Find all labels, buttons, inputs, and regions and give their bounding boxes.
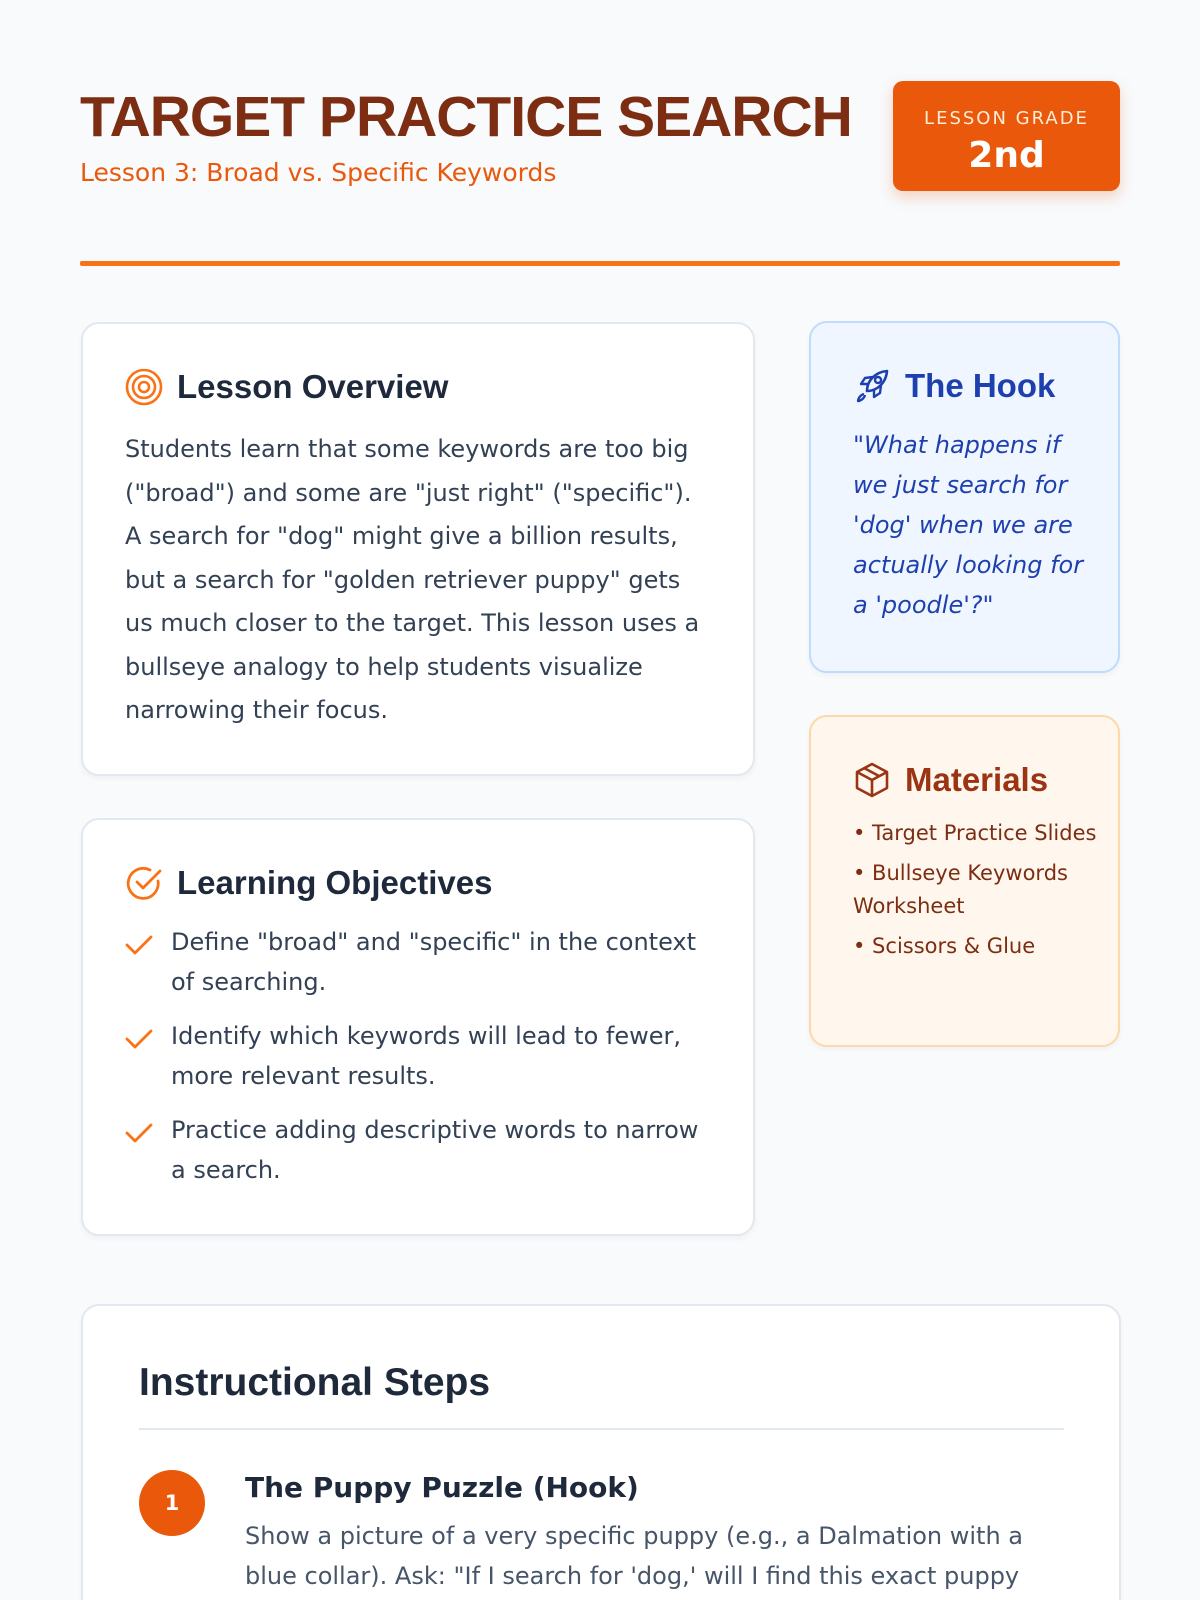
- check-icon: [125, 1110, 171, 1148]
- page-title: TARGET PRACTICE SEARCH: [80, 85, 852, 149]
- lesson-overview-heading: Lesson Overview: [177, 368, 449, 405]
- target-icon: [125, 368, 163, 406]
- hook-heading: The Hook: [905, 367, 1056, 404]
- lesson-overview-card: [81, 322, 755, 776]
- material-item: • Bullseye Keywords Worksheet: [853, 861, 1068, 918]
- check-circle-icon: [125, 864, 163, 902]
- objective-text: Practice adding descriptive words to narrow a search.: [171, 1116, 699, 1184]
- materials-heading: Materials: [905, 761, 1049, 798]
- page-subtitle: Lesson 3: Broad vs. Specific Keywords: [80, 158, 557, 187]
- hook-quote: "What happens if we just search for 'dog' when we are actually looking for a 'poodle'?": [853, 431, 1084, 619]
- header-divider: [80, 261, 1120, 266]
- package-icon: [853, 761, 891, 799]
- step-title: The Puppy Puzzle (Hook): [245, 1471, 639, 1504]
- step-body: [245, 1468, 1064, 1596]
- rocket-icon: [853, 367, 891, 405]
- objective-text: Define "broad" and "specific" in the context of searching.: [171, 928, 697, 996]
- learning-objectives-card: [81, 818, 755, 1236]
- check-icon: [125, 922, 171, 960]
- instructional-steps-heading: Instructional Steps: [139, 1361, 491, 1404]
- lesson-overview-header: [125, 368, 713, 406]
- instructional-steps-card: [81, 1304, 1121, 1600]
- step-number-badge: 1: [139, 1470, 205, 1536]
- learning-objectives-heading: Learning Objectives: [177, 864, 493, 901]
- learning-objectives-header: [125, 864, 713, 902]
- materials-list: [853, 817, 1098, 963]
- step-item: [139, 1468, 1064, 1596]
- materials-header: [853, 761, 1098, 799]
- check-icon: [125, 1016, 171, 1054]
- hook-card: [809, 321, 1120, 673]
- lesson-overview-text: Students learn that some keywords are too big ("broad") and some are "just right" ("specific"). A search for "dog" might give a billion results, but a search for "golden retriever puppy" gets us much closer to the target. This lesson uses a bullseye analogy to help students visualize narrowing their focus.: [125, 435, 700, 724]
- grade-label: LESSON GRADE: [924, 108, 1089, 129]
- material-item: • Scissors & Glue: [853, 934, 1036, 958]
- materials-card: [809, 715, 1120, 1047]
- objective-item: [125, 922, 713, 1002]
- page-header: [80, 78, 1120, 228]
- material-item: • Target Practice Slides: [853, 821, 1097, 845]
- grade-value: 2nd: [968, 135, 1045, 176]
- step-description: Show a picture of a very specific puppy (e.g., a Dalmation with a blue collar). Ask: "If I search for 'dog,' will I find this exact puppy: [245, 1522, 1024, 1590]
- grade-badge: [893, 81, 1120, 191]
- objective-item: [125, 1016, 713, 1096]
- steps-divider: [139, 1428, 1064, 1430]
- hook-header: [853, 367, 1098, 405]
- objective-item: [125, 1110, 713, 1190]
- objective-text: Identify which keywords will lead to fewer, more relevant results.: [171, 1022, 681, 1090]
- objectives-list: [125, 922, 713, 1190]
